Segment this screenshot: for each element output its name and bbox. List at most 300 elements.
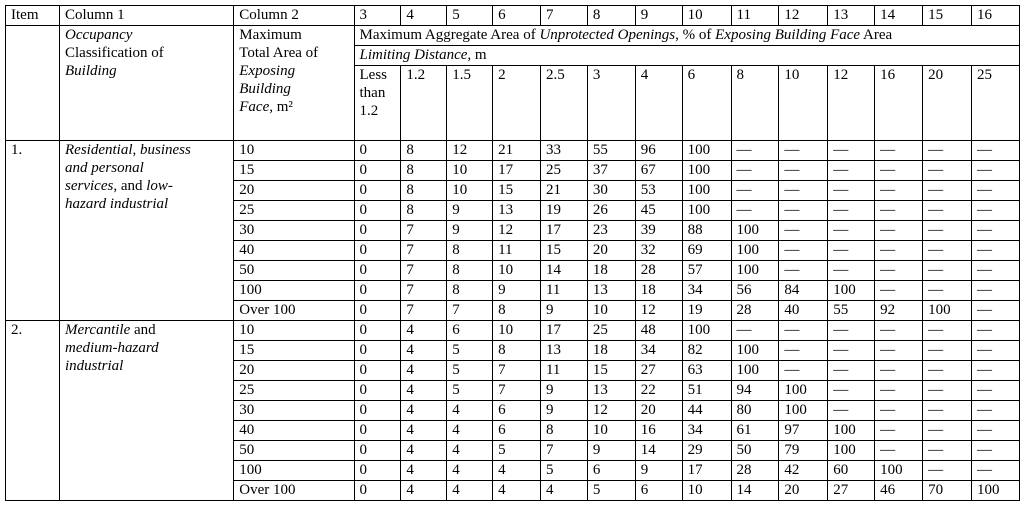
column-number-cell: 14	[875, 6, 923, 26]
not-applicable-cell: —	[875, 281, 923, 301]
column-number-cell: 16	[971, 6, 1019, 26]
percentage-cell: 7	[447, 301, 493, 321]
percentage-cell: 12	[587, 401, 635, 421]
not-applicable-cell: —	[923, 421, 972, 441]
not-applicable-cell: —	[971, 281, 1019, 301]
not-applicable-cell: —	[828, 141, 875, 161]
percentage-cell: 0	[354, 161, 401, 181]
not-applicable-cell: —	[875, 261, 923, 281]
percentage-cell: 34	[682, 421, 731, 441]
not-applicable-cell: —	[875, 181, 923, 201]
percentage-cell: 50	[731, 441, 779, 461]
distance-value-cell: 20	[923, 66, 972, 141]
not-applicable-cell: —	[875, 341, 923, 361]
not-applicable-cell: —	[828, 401, 875, 421]
not-applicable-cell: —	[875, 201, 923, 221]
column-number-cell: 8	[587, 6, 635, 26]
column-number-row	[6, 6, 1020, 26]
not-applicable-cell: —	[828, 221, 875, 241]
column2-heading-line3: Exposing	[239, 63, 296, 79]
percentage-cell: 10	[682, 481, 731, 501]
classification-term: and personal	[65, 160, 144, 176]
not-applicable-cell: —	[923, 261, 972, 281]
not-applicable-cell: —	[923, 241, 972, 261]
percentage-cell: 9	[493, 281, 541, 301]
percentage-cell: 11	[540, 361, 587, 381]
percentage-cell: 44	[682, 401, 731, 421]
percentage-cell: 97	[779, 421, 828, 441]
percentage-cell: 18	[587, 261, 635, 281]
percentage-cell: 21	[540, 181, 587, 201]
not-applicable-cell: —	[779, 261, 828, 281]
openings-heading-part3: , % of	[675, 27, 716, 43]
not-applicable-cell: —	[731, 181, 779, 201]
percentage-cell: 23	[587, 221, 635, 241]
percentage-cell: 4	[401, 441, 447, 461]
percentage-cell: 100	[731, 221, 779, 241]
percentage-cell: 4	[401, 421, 447, 441]
not-applicable-cell: —	[731, 201, 779, 221]
not-applicable-cell: —	[828, 201, 875, 221]
not-applicable-cell: —	[779, 221, 828, 241]
percentage-cell: 20	[779, 481, 828, 501]
limiting-distance-heading	[354, 46, 1020, 66]
percentage-cell: 40	[779, 301, 828, 321]
percentage-cell: 8	[401, 181, 447, 201]
percentage-cell: 4	[447, 481, 493, 501]
percentage-cell: 100	[731, 361, 779, 381]
percentage-cell: 4	[493, 461, 541, 481]
percentage-cell: 26	[587, 201, 635, 221]
total-area-cell: 100	[234, 281, 354, 301]
total-area-cell: 15	[234, 161, 354, 181]
column-number-cell: 9	[635, 6, 682, 26]
percentage-cell: 4	[401, 461, 447, 481]
table-row	[6, 321, 1020, 341]
column2-heading-line4: Building	[239, 81, 291, 97]
percentage-cell: 4	[401, 481, 447, 501]
percentage-cell: 9	[447, 201, 493, 221]
table-row	[6, 141, 1020, 161]
not-applicable-cell: —	[828, 341, 875, 361]
total-area-cell: 50	[234, 261, 354, 281]
not-applicable-cell: —	[779, 341, 828, 361]
percentage-cell: 70	[923, 481, 972, 501]
percentage-cell: 84	[779, 281, 828, 301]
classification-term: Mercantile	[65, 322, 131, 338]
not-applicable-cell: —	[731, 161, 779, 181]
not-applicable-cell: —	[971, 361, 1019, 381]
not-applicable-cell: —	[923, 321, 972, 341]
not-applicable-cell: —	[875, 401, 923, 421]
percentage-cell: 14	[731, 481, 779, 501]
column-number-cell: 13	[828, 6, 875, 26]
percentage-cell: 8	[447, 281, 493, 301]
openings-heading-part1: Maximum Aggregate Area of	[359, 27, 540, 43]
not-applicable-cell: —	[875, 441, 923, 461]
percentage-cell: 15	[540, 241, 587, 261]
not-applicable-cell: —	[971, 421, 1019, 441]
total-area-cell: 40	[234, 241, 354, 261]
percentage-cell: 19	[540, 201, 587, 221]
percentage-cell: 0	[354, 481, 401, 501]
percentage-cell: 28	[635, 261, 682, 281]
percentage-cell: 10	[587, 301, 635, 321]
percentage-cell: 7	[401, 241, 447, 261]
column1-heading-b: Classification of	[65, 45, 164, 61]
percentage-cell: 100	[828, 281, 875, 301]
not-applicable-cell: —	[828, 321, 875, 341]
percentage-cell: 11	[493, 241, 541, 261]
total-area-cell: 30	[234, 401, 354, 421]
classification-term: industrial	[65, 358, 124, 374]
percentage-cell: 100	[682, 201, 731, 221]
not-applicable-cell: —	[779, 181, 828, 201]
percentage-cell: 8	[401, 201, 447, 221]
percentage-cell: 4	[401, 321, 447, 341]
column-number-cell: 7	[540, 6, 587, 26]
percentage-cell: 34	[635, 341, 682, 361]
percentage-cell: 16	[635, 421, 682, 441]
percentage-cell: 7	[401, 221, 447, 241]
percentage-cell: 17	[682, 461, 731, 481]
not-applicable-cell: —	[779, 321, 828, 341]
percentage-cell: 100	[731, 341, 779, 361]
distance-value-cell: 2	[493, 66, 541, 141]
percentage-cell: 9	[635, 461, 682, 481]
classification-text: , and	[113, 178, 147, 194]
not-applicable-cell: —	[731, 321, 779, 341]
percentage-cell: 9	[447, 221, 493, 241]
not-applicable-cell: —	[875, 241, 923, 261]
classification-text: and	[130, 322, 156, 338]
limiting-distance-label: Limiting Distance,	[359, 47, 472, 63]
percentage-cell: 21	[493, 141, 541, 161]
openings-heading-part5: Area	[860, 27, 893, 43]
percentage-cell: 100	[731, 261, 779, 281]
percentage-cell: 45	[635, 201, 682, 221]
percentage-cell: 10	[447, 181, 493, 201]
percentage-cell: 14	[635, 441, 682, 461]
classification-term: services	[65, 178, 114, 194]
not-applicable-cell: —	[923, 401, 972, 421]
percentage-cell: 17	[493, 161, 541, 181]
percentage-cell: 7	[401, 301, 447, 321]
not-applicable-cell: —	[875, 421, 923, 441]
percentage-cell: 17	[540, 221, 587, 241]
not-applicable-cell: —	[875, 361, 923, 381]
not-applicable-cell: —	[779, 241, 828, 261]
not-applicable-cell: —	[875, 161, 923, 181]
percentage-cell: 8	[447, 241, 493, 261]
percentage-cell: 32	[635, 241, 682, 261]
percentage-cell: 8	[493, 301, 541, 321]
percentage-cell: 27	[828, 481, 875, 501]
percentage-cell: 100	[779, 381, 828, 401]
percentage-cell: 4	[447, 461, 493, 481]
classification-term: hazard industrial	[65, 196, 169, 212]
percentage-cell: 7	[401, 261, 447, 281]
percentage-cell: 28	[731, 461, 779, 481]
distance-value-cell: 16	[875, 66, 923, 141]
column2-heading-line1: Maximum	[239, 27, 302, 43]
percentage-cell: 8	[493, 341, 541, 361]
not-applicable-cell: —	[923, 161, 972, 181]
percentage-cell: 0	[354, 241, 401, 261]
percentage-cell: 80	[731, 401, 779, 421]
heading-row	[6, 26, 1020, 46]
percentage-cell: 0	[354, 181, 401, 201]
percentage-cell: 4	[540, 481, 587, 501]
item-number: 1.	[6, 141, 60, 321]
column-number-cell: 6	[493, 6, 541, 26]
percentage-cell: 25	[587, 321, 635, 341]
percentage-cell: 7	[493, 361, 541, 381]
not-applicable-cell: —	[923, 221, 972, 241]
percentage-cell: 6	[493, 401, 541, 421]
not-applicable-cell: —	[828, 261, 875, 281]
percentage-cell: 46	[875, 481, 923, 501]
percentage-cell: 15	[587, 361, 635, 381]
not-applicable-cell: —	[923, 201, 972, 221]
distance-value-cell: 10	[779, 66, 828, 141]
distance-value-cell: Less than 1.2	[354, 66, 401, 141]
not-applicable-cell: —	[923, 341, 972, 361]
total-area-cell: Over 100	[234, 481, 354, 501]
total-area-cell: Over 100	[234, 301, 354, 321]
not-applicable-cell: —	[828, 241, 875, 261]
not-applicable-cell: —	[779, 141, 828, 161]
percentage-cell: 18	[635, 281, 682, 301]
percentage-cell: 33	[540, 141, 587, 161]
percentage-cell: 4	[447, 441, 493, 461]
percentage-cell: 29	[682, 441, 731, 461]
distance-value-cell: 1.5	[447, 66, 493, 141]
percentage-cell: 13	[540, 341, 587, 361]
percentage-cell: 7	[493, 381, 541, 401]
not-applicable-cell: —	[971, 201, 1019, 221]
percentage-cell: 55	[828, 301, 875, 321]
not-applicable-cell: —	[779, 201, 828, 221]
percentage-cell: 48	[635, 321, 682, 341]
percentage-cell: 0	[354, 341, 401, 361]
percentage-cell: 42	[779, 461, 828, 481]
distance-value-cell: 6	[682, 66, 731, 141]
percentage-cell: 100	[828, 421, 875, 441]
percentage-cell: 5	[587, 481, 635, 501]
column-number-cell: 11	[731, 6, 779, 26]
total-area-cell: 10	[234, 321, 354, 341]
total-area-cell: 30	[234, 221, 354, 241]
percentage-cell: 17	[540, 321, 587, 341]
not-applicable-cell: —	[779, 361, 828, 381]
openings-heading-part4: Exposing Building Face	[715, 27, 861, 43]
percentage-cell: 34	[682, 281, 731, 301]
percentage-cell: 0	[354, 381, 401, 401]
percentage-cell: 0	[354, 361, 401, 381]
percentage-cell: 15	[493, 181, 541, 201]
total-area-cell: 20	[234, 181, 354, 201]
percentage-cell: 0	[354, 441, 401, 461]
not-applicable-cell: —	[971, 181, 1019, 201]
column-number-cell: 10	[682, 6, 731, 26]
classification-text: ,	[132, 142, 140, 158]
percentage-cell: 6	[493, 421, 541, 441]
limiting-distance-unit: m	[471, 47, 487, 63]
percentage-cell: 12	[635, 301, 682, 321]
percentage-cell: 88	[682, 221, 731, 241]
openings-heading-part2: Unprotected Openings	[539, 27, 676, 43]
percentage-cell: 0	[354, 141, 401, 161]
not-applicable-cell: —	[923, 441, 972, 461]
percentage-cell: 10	[587, 421, 635, 441]
column2-heading-line2: Total Area of	[239, 45, 319, 61]
percentage-cell: 57	[682, 261, 731, 281]
percentage-cell: 60	[828, 461, 875, 481]
percentage-cell: 30	[587, 181, 635, 201]
percentage-cell: 8	[401, 141, 447, 161]
not-applicable-cell: —	[971, 401, 1019, 421]
percentage-cell: 6	[635, 481, 682, 501]
classification-term: Residential	[65, 142, 133, 158]
not-applicable-cell: —	[923, 141, 972, 161]
distance-value-cell: 3	[587, 66, 635, 141]
percentage-cell: 19	[682, 301, 731, 321]
percentage-cell: 4	[447, 421, 493, 441]
percentage-cell: 100	[923, 301, 972, 321]
percentage-cell: 4	[493, 481, 541, 501]
occupancy-classification	[60, 141, 234, 321]
not-applicable-cell: —	[875, 221, 923, 241]
total-area-cell: 20	[234, 361, 354, 381]
percentage-cell: 0	[354, 421, 401, 441]
total-area-cell: 25	[234, 201, 354, 221]
distance-value-cell: 4	[635, 66, 682, 141]
not-applicable-cell: —	[971, 161, 1019, 181]
percentage-cell: 92	[875, 301, 923, 321]
percentage-cell: 5	[447, 361, 493, 381]
distance-value-cell: 25	[971, 66, 1019, 141]
percentage-cell: 4	[401, 361, 447, 381]
column-number-cell: 4	[401, 6, 447, 26]
percentage-cell: 0	[354, 401, 401, 421]
total-area-cell: 50	[234, 441, 354, 461]
percentage-cell: 6	[447, 321, 493, 341]
percentage-cell: 12	[493, 221, 541, 241]
not-applicable-cell: —	[971, 141, 1019, 161]
not-applicable-cell: —	[923, 181, 972, 201]
column-number-cell: Column 2	[234, 6, 354, 26]
percentage-cell: 100	[875, 461, 923, 481]
percentage-cell: 0	[354, 221, 401, 241]
percentage-cell: 100	[828, 441, 875, 461]
percentage-cell: 100	[682, 321, 731, 341]
percentage-cell: 56	[731, 281, 779, 301]
not-applicable-cell: —	[923, 281, 972, 301]
percentage-cell: 7	[540, 441, 587, 461]
not-applicable-cell: —	[779, 161, 828, 181]
percentage-cell: 6	[587, 461, 635, 481]
percentage-cell: 4	[401, 341, 447, 361]
percentage-cell: 4	[447, 401, 493, 421]
not-applicable-cell: —	[923, 361, 972, 381]
distance-value-cell: 8	[731, 66, 779, 141]
percentage-cell: 10	[493, 261, 541, 281]
percentage-cell: 11	[540, 281, 587, 301]
not-applicable-cell: —	[971, 381, 1019, 401]
percentage-cell: 94	[731, 381, 779, 401]
column-number-cell: 12	[779, 6, 828, 26]
percentage-cell: 4	[401, 381, 447, 401]
column-number-cell: 15	[923, 6, 972, 26]
item-heading-blank	[6, 26, 60, 141]
openings-heading	[354, 26, 1020, 46]
percentage-cell: 0	[354, 201, 401, 221]
percentage-cell: 20	[635, 401, 682, 421]
percentage-cell: 5	[540, 461, 587, 481]
percentage-cell: 0	[354, 461, 401, 481]
column-number-cell: Item	[6, 6, 60, 26]
percentage-cell: 27	[635, 361, 682, 381]
percentage-cell: 51	[682, 381, 731, 401]
percentage-cell: 9	[540, 381, 587, 401]
percentage-cell: 39	[635, 221, 682, 241]
total-area-cell: 100	[234, 461, 354, 481]
percentage-cell: 4	[401, 401, 447, 421]
distance-value-cell: 12	[828, 66, 875, 141]
percentage-cell: 37	[587, 161, 635, 181]
column2-heading	[234, 26, 354, 141]
classification-term: business	[140, 142, 191, 158]
percentage-cell: 28	[731, 301, 779, 321]
not-applicable-cell: —	[731, 141, 779, 161]
not-applicable-cell: —	[971, 301, 1019, 321]
percentage-cell: 96	[635, 141, 682, 161]
percentage-cell: 0	[354, 321, 401, 341]
not-applicable-cell: —	[828, 361, 875, 381]
percentage-cell: 5	[493, 441, 541, 461]
percentage-cell: 7	[401, 281, 447, 301]
total-area-cell: 40	[234, 421, 354, 441]
percentage-cell: 100	[682, 181, 731, 201]
not-applicable-cell: —	[828, 161, 875, 181]
percentage-cell: 9	[540, 301, 587, 321]
not-applicable-cell: —	[971, 321, 1019, 341]
not-applicable-cell: —	[923, 461, 972, 481]
column2-heading-unit: m²	[276, 99, 293, 115]
percentage-cell: 8	[401, 161, 447, 181]
percentage-cell: 10	[447, 161, 493, 181]
percentage-cell: 25	[540, 161, 587, 181]
percentage-cell: 0	[354, 261, 401, 281]
percentage-cell: 82	[682, 341, 731, 361]
percentage-cell: 22	[635, 381, 682, 401]
percentage-cell: 13	[587, 381, 635, 401]
percentage-cell: 79	[779, 441, 828, 461]
not-applicable-cell: —	[875, 381, 923, 401]
not-applicable-cell: —	[971, 241, 1019, 261]
percentage-cell: 100	[779, 401, 828, 421]
percentage-cell: 100	[971, 481, 1019, 501]
column-number-cell: Column 1	[60, 6, 234, 26]
percentage-cell: 9	[587, 441, 635, 461]
limiting-distance-table	[5, 5, 1020, 501]
column-number-cell: 3	[354, 6, 401, 26]
percentage-cell: 69	[682, 241, 731, 261]
percentage-cell: 0	[354, 301, 401, 321]
not-applicable-cell: —	[875, 321, 923, 341]
percentage-cell: 100	[731, 241, 779, 261]
